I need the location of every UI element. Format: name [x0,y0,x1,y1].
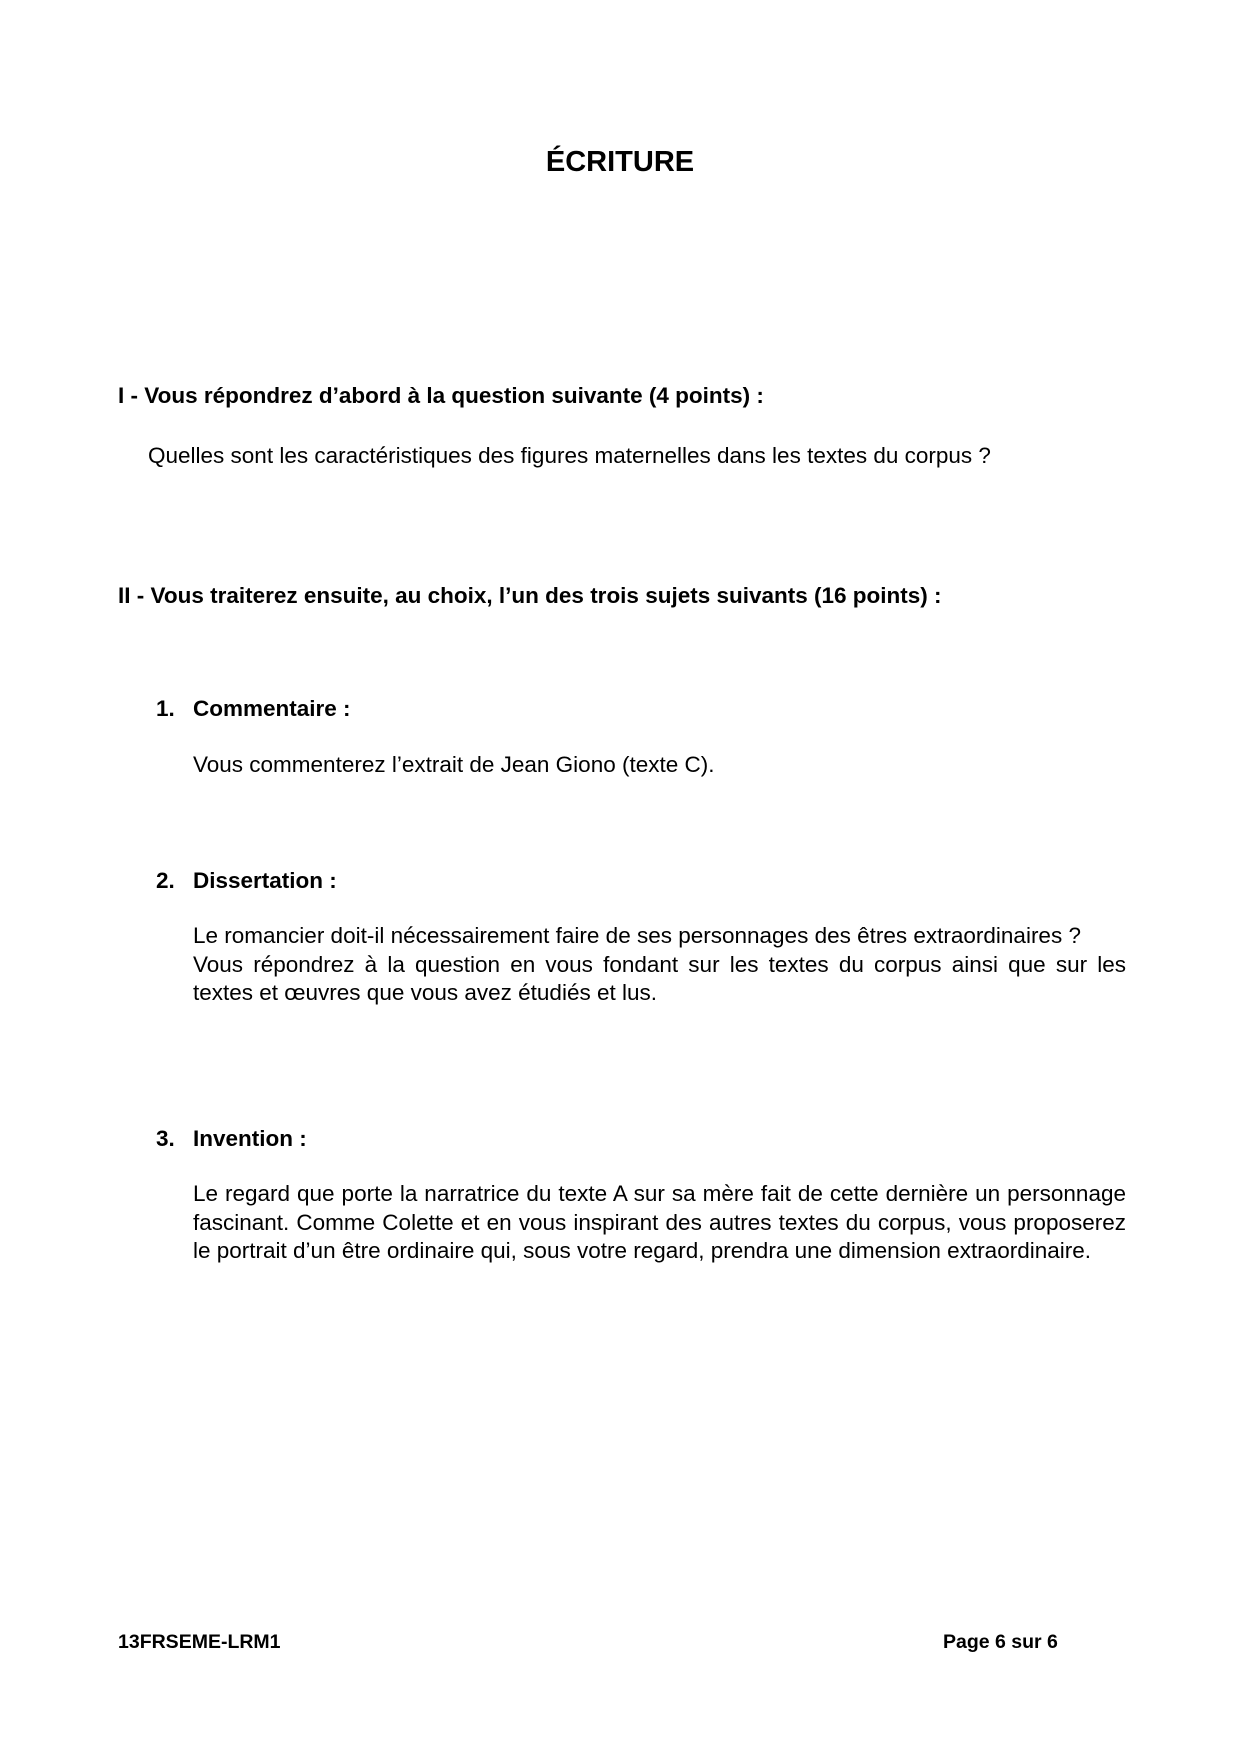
subject-2-number: 2. [156,868,175,893]
subject-1-number: 1. [156,696,175,721]
subject-2-instructions: Vous répondrez à la question en vous fondant sur les textes du corpus ainsi que sur les textes et œuvres que vous avez étudiés et lus. [193,951,1126,1005]
footer-document-code: 13FRSEME-LRM1 [118,1631,281,1653]
subject-3-title: Invention : [193,1126,307,1151]
subject-2-body [193,922,1126,1008]
page-title: ÉCRITURE [545,146,695,178]
subject-1-paragraph: Vous commenterez l’extrait de Jean Giono (texte C). [193,752,715,777]
subject-3-number: 3. [156,1126,175,1151]
part2-heading: II - Vous traiterez ensuite, au choix, l’un des trois sujets suivants (16 points) : [118,583,942,608]
subject-1-heading [156,696,351,722]
footer-page-number: Page 6 sur 6 [943,1631,1058,1653]
subject-3-paragraph: Le regard que porte la narratrice du texte A sur sa mère fait de cette dernière un personnage fascinant. Comme Colette et en vous inspirant des autres textes du corpus, vous proposerez le portrait d’un être ordinaire qui, sous votre regard, prendra une dimension extraordinaire. [193,1181,1126,1263]
subject-2-heading [156,868,337,894]
subject-1-body [193,751,1126,780]
part1-question: Quelles sont les caractéristiques des figures maternelles dans les textes du corpus ? [148,443,991,468]
subject-2-title: Dissertation : [193,868,337,893]
subject-1-title: Commentaire : [193,696,351,721]
subject-3-heading [156,1126,307,1152]
subject-3-body [193,1180,1126,1266]
part1-heading: I - Vous répondrez d’abord à la question suivante (4 points) : [118,383,764,408]
subject-2-question: Le romancier doit-il nécessairement faire de ses personnages des êtres extraordinaires ? [193,923,1081,948]
